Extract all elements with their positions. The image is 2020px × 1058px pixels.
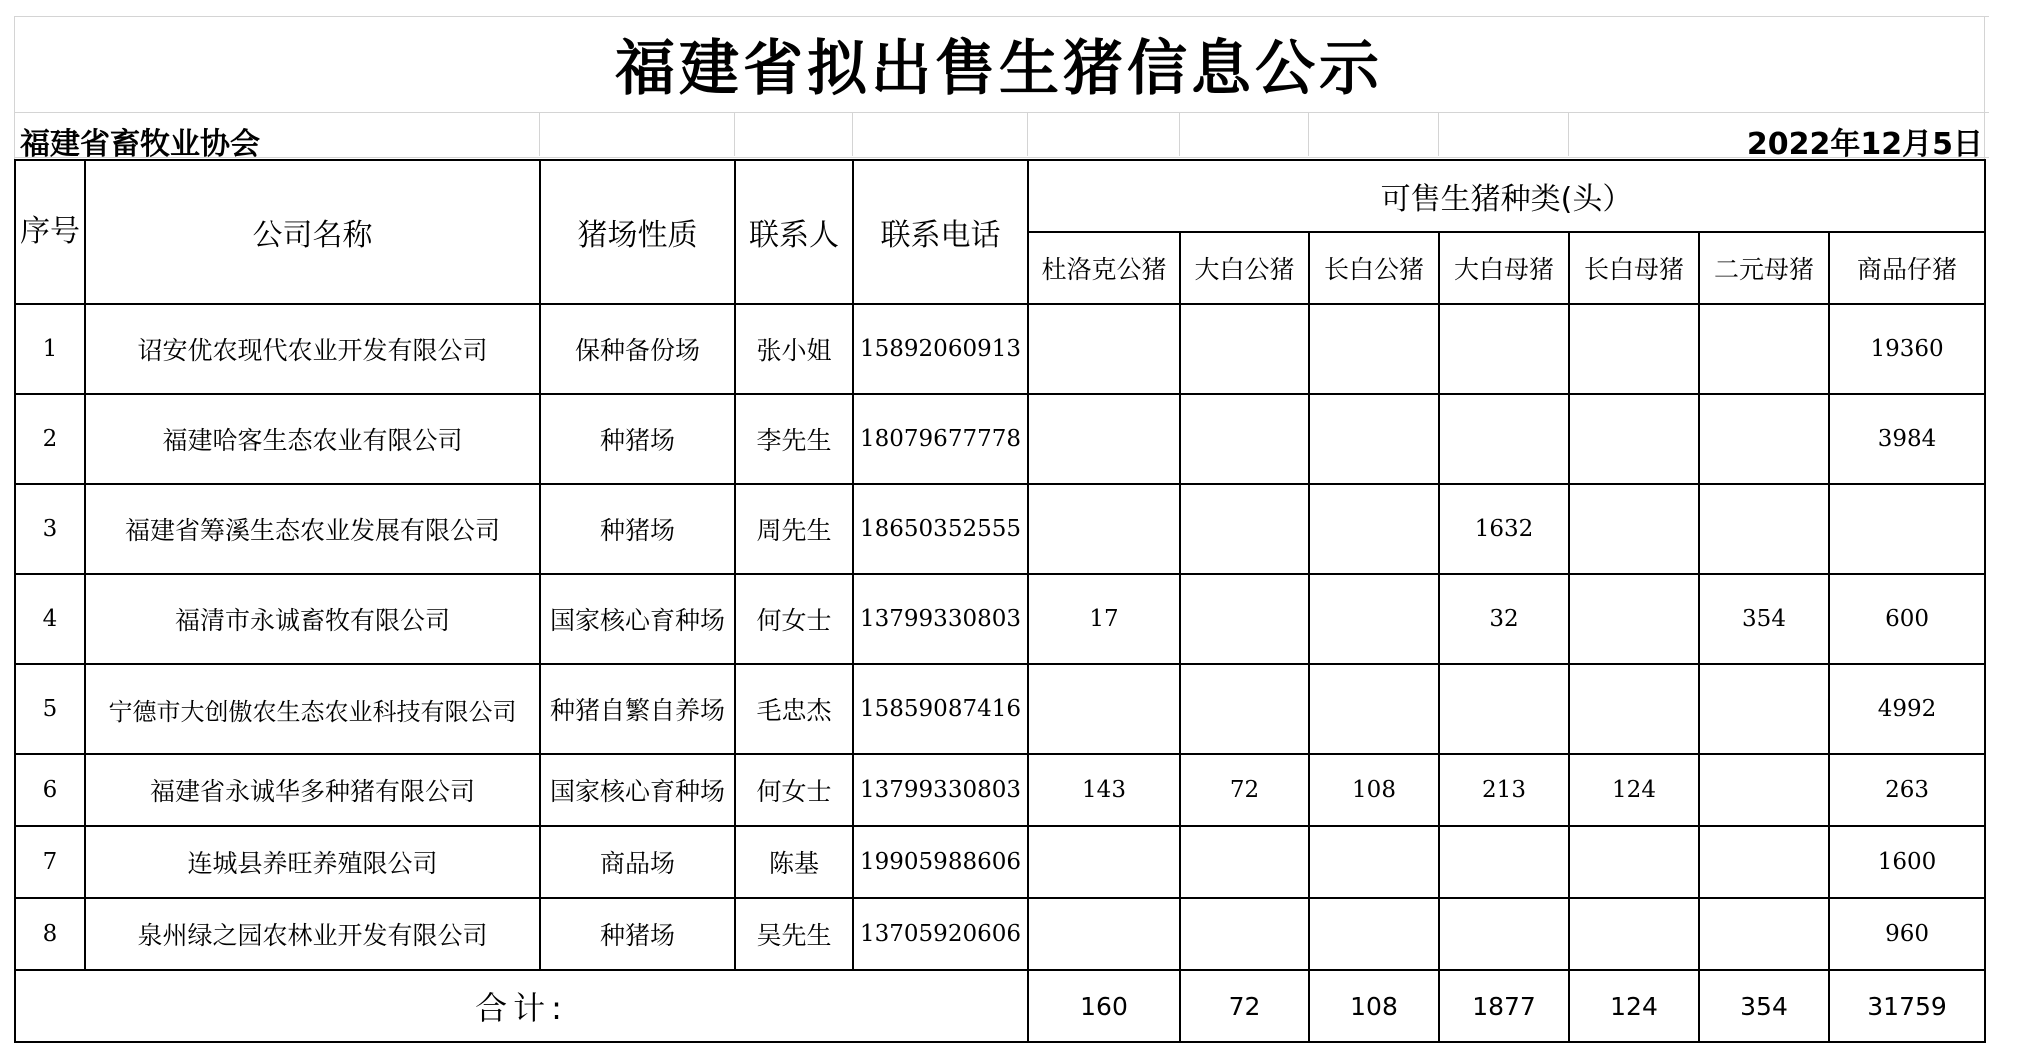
cell-company: 福建省筹溪生态农业发展有限公司 (85, 484, 540, 574)
cell-count: 1600 (1829, 826, 1985, 898)
cell-count: 960 (1829, 898, 1985, 970)
cell-count (1569, 394, 1699, 484)
table-row (15, 898, 1985, 970)
cell-count: 108 (1309, 754, 1439, 826)
cell-count (1439, 664, 1569, 754)
cell-count (1309, 664, 1439, 754)
cell-phone: 13799330803 (853, 574, 1028, 664)
organization-name: 福建省畜牧业协会 (20, 127, 260, 162)
header-type-5: 长白母猪 (1569, 232, 1699, 304)
total-value: 72 (1180, 970, 1309, 1042)
total-value: 124 (1569, 970, 1699, 1042)
cell-count: 143 (1028, 754, 1180, 826)
cell-count (1180, 574, 1309, 664)
cell-count (1028, 898, 1180, 970)
gridline (14, 157, 1989, 158)
table-row (15, 394, 1985, 484)
cell-farm-type: 保种备份场 (540, 304, 735, 394)
cell-count (1699, 898, 1829, 970)
cell-count (1180, 394, 1309, 484)
table-row (15, 484, 1985, 574)
cell-count (1028, 304, 1180, 394)
header-type-4: 大白母猪 (1439, 232, 1569, 304)
cell-phone: 18650352555 (853, 484, 1028, 574)
header-type-3: 长白公猪 (1309, 232, 1439, 304)
cell-phone: 15892060913 (853, 304, 1028, 394)
cell-count: 124 (1569, 754, 1699, 826)
table-row (15, 304, 1985, 394)
cell-count (1309, 304, 1439, 394)
table-row (15, 664, 1985, 754)
total-value: 31759 (1829, 970, 1985, 1042)
publish-date: 2022年12月5日 (1746, 127, 1983, 162)
cell-count (1569, 574, 1699, 664)
cell-count (1569, 484, 1699, 574)
header-type-1: 杜洛克公猪 (1028, 232, 1180, 304)
cell-count (1180, 484, 1309, 574)
cell-count (1439, 826, 1569, 898)
cell-count: 72 (1180, 754, 1309, 826)
total-value: 354 (1699, 970, 1829, 1042)
gridline (539, 112, 540, 156)
gridline (852, 112, 853, 156)
cell-count: 19360 (1829, 304, 1985, 394)
cell-contact: 周先生 (735, 484, 853, 574)
cell-count (1180, 304, 1309, 394)
cell-count (1699, 754, 1829, 826)
cell-count (1439, 304, 1569, 394)
cell-farm-type: 商品场 (540, 826, 735, 898)
spreadsheet (14, 16, 2001, 1040)
header-index: 序号 (15, 160, 85, 304)
cell-company: 宁德市大创傲农生态农业科技有限公司 (85, 664, 540, 754)
cell-count (1309, 484, 1439, 574)
cell-index: 6 (15, 754, 85, 826)
totals-row (15, 970, 1985, 1042)
cell-farm-type: 种猪场 (540, 484, 735, 574)
cell-count (1569, 898, 1699, 970)
cell-count (1699, 304, 1829, 394)
cell-count: 1632 (1439, 484, 1569, 574)
cell-count (1569, 664, 1699, 754)
cell-index: 1 (15, 304, 85, 394)
cell-index: 2 (15, 394, 85, 484)
cell-count (1028, 484, 1180, 574)
cell-phone: 13799330803 (853, 754, 1028, 826)
header-phone: 联系电话 (853, 160, 1028, 304)
cell-count (1309, 826, 1439, 898)
cell-count (1699, 664, 1829, 754)
cell-company: 泉州绿之园农林业开发有限公司 (85, 898, 540, 970)
gridline (14, 112, 1989, 113)
cell-count (1699, 394, 1829, 484)
cell-count (1569, 826, 1699, 898)
cell-index: 3 (15, 484, 85, 574)
cell-farm-type: 种猪自繁自养场 (540, 664, 735, 754)
cell-farm-type: 种猪场 (540, 898, 735, 970)
header-pig-types-group: 可售生猪种类(头） (1028, 160, 1985, 232)
cell-phone: 13705920606 (853, 898, 1028, 970)
total-value: 108 (1309, 970, 1439, 1042)
cell-farm-type: 种猪场 (540, 394, 735, 484)
cell-count (1180, 664, 1309, 754)
cell-contact: 何女士 (735, 754, 853, 826)
cell-contact: 何女士 (735, 574, 853, 664)
cell-index: 4 (15, 574, 85, 664)
gridline (1308, 112, 1309, 156)
total-value: 1877 (1439, 970, 1569, 1042)
cell-company: 福清市永诚畜牧有限公司 (85, 574, 540, 664)
cell-company: 福建哈客生态农业有限公司 (85, 394, 540, 484)
gridline (734, 112, 735, 156)
cell-count (1028, 664, 1180, 754)
cell-company: 诏安优农现代农业开发有限公司 (85, 304, 540, 394)
cell-count (1699, 484, 1829, 574)
cell-count: 3984 (1829, 394, 1985, 484)
cell-count (1180, 898, 1309, 970)
header-company: 公司名称 (85, 160, 540, 304)
cell-count: 17 (1028, 574, 1180, 664)
table-row (15, 826, 1985, 898)
cell-count: 600 (1829, 574, 1985, 664)
cell-count (1829, 484, 1985, 574)
cell-count (1309, 898, 1439, 970)
cell-count (1309, 394, 1439, 484)
gridline (1179, 112, 1180, 156)
cell-contact: 张小姐 (735, 304, 853, 394)
cell-company: 连城县养旺养殖限公司 (85, 826, 540, 898)
cell-index: 5 (15, 664, 85, 754)
cell-index: 8 (15, 898, 85, 970)
cell-count (1028, 826, 1180, 898)
header-row (15, 160, 1985, 232)
cell-contact: 陈基 (735, 826, 853, 898)
cell-count (1028, 394, 1180, 484)
gridline (1438, 112, 1439, 156)
cell-phone: 15859087416 (853, 664, 1028, 754)
cell-farm-type: 国家核心育种场 (540, 574, 735, 664)
cell-count (1439, 394, 1569, 484)
cell-phone: 18079677778 (853, 394, 1028, 484)
gridline (1027, 112, 1028, 156)
cell-company: 福建省永诚华多种猪有限公司 (85, 754, 540, 826)
header-contact: 联系人 (735, 160, 853, 304)
gridline (1568, 112, 1569, 156)
total-value: 160 (1028, 970, 1180, 1042)
header-farm-type: 猪场性质 (540, 160, 735, 304)
page-title: 福建省拟出售生猪信息公示 (615, 34, 1383, 104)
cell-phone: 19905988606 (853, 826, 1028, 898)
cell-count (1309, 574, 1439, 664)
cell-farm-type: 国家核心育种场 (540, 754, 735, 826)
cell-count (1699, 826, 1829, 898)
cell-contact: 吴先生 (735, 898, 853, 970)
header-type-7: 商品仔猪 (1829, 232, 1985, 304)
header-type-2: 大白公猪 (1180, 232, 1309, 304)
cell-count (1569, 304, 1699, 394)
table-row (15, 574, 1985, 664)
cell-count: 354 (1699, 574, 1829, 664)
cell-count: 263 (1829, 754, 1985, 826)
cell-count: 32 (1439, 574, 1569, 664)
pig-sales-table (14, 159, 1986, 1043)
table-row (15, 754, 1985, 826)
cell-count: 4992 (1829, 664, 1985, 754)
cell-count (1180, 826, 1309, 898)
cell-contact: 毛忠杰 (735, 664, 853, 754)
cell-count (1439, 898, 1569, 970)
totals-label: 合计: (15, 970, 1028, 1042)
header-type-6: 二元母猪 (1699, 232, 1829, 304)
cell-index: 7 (15, 826, 85, 898)
cell-count: 213 (1439, 754, 1569, 826)
cell-contact: 李先生 (735, 394, 853, 484)
